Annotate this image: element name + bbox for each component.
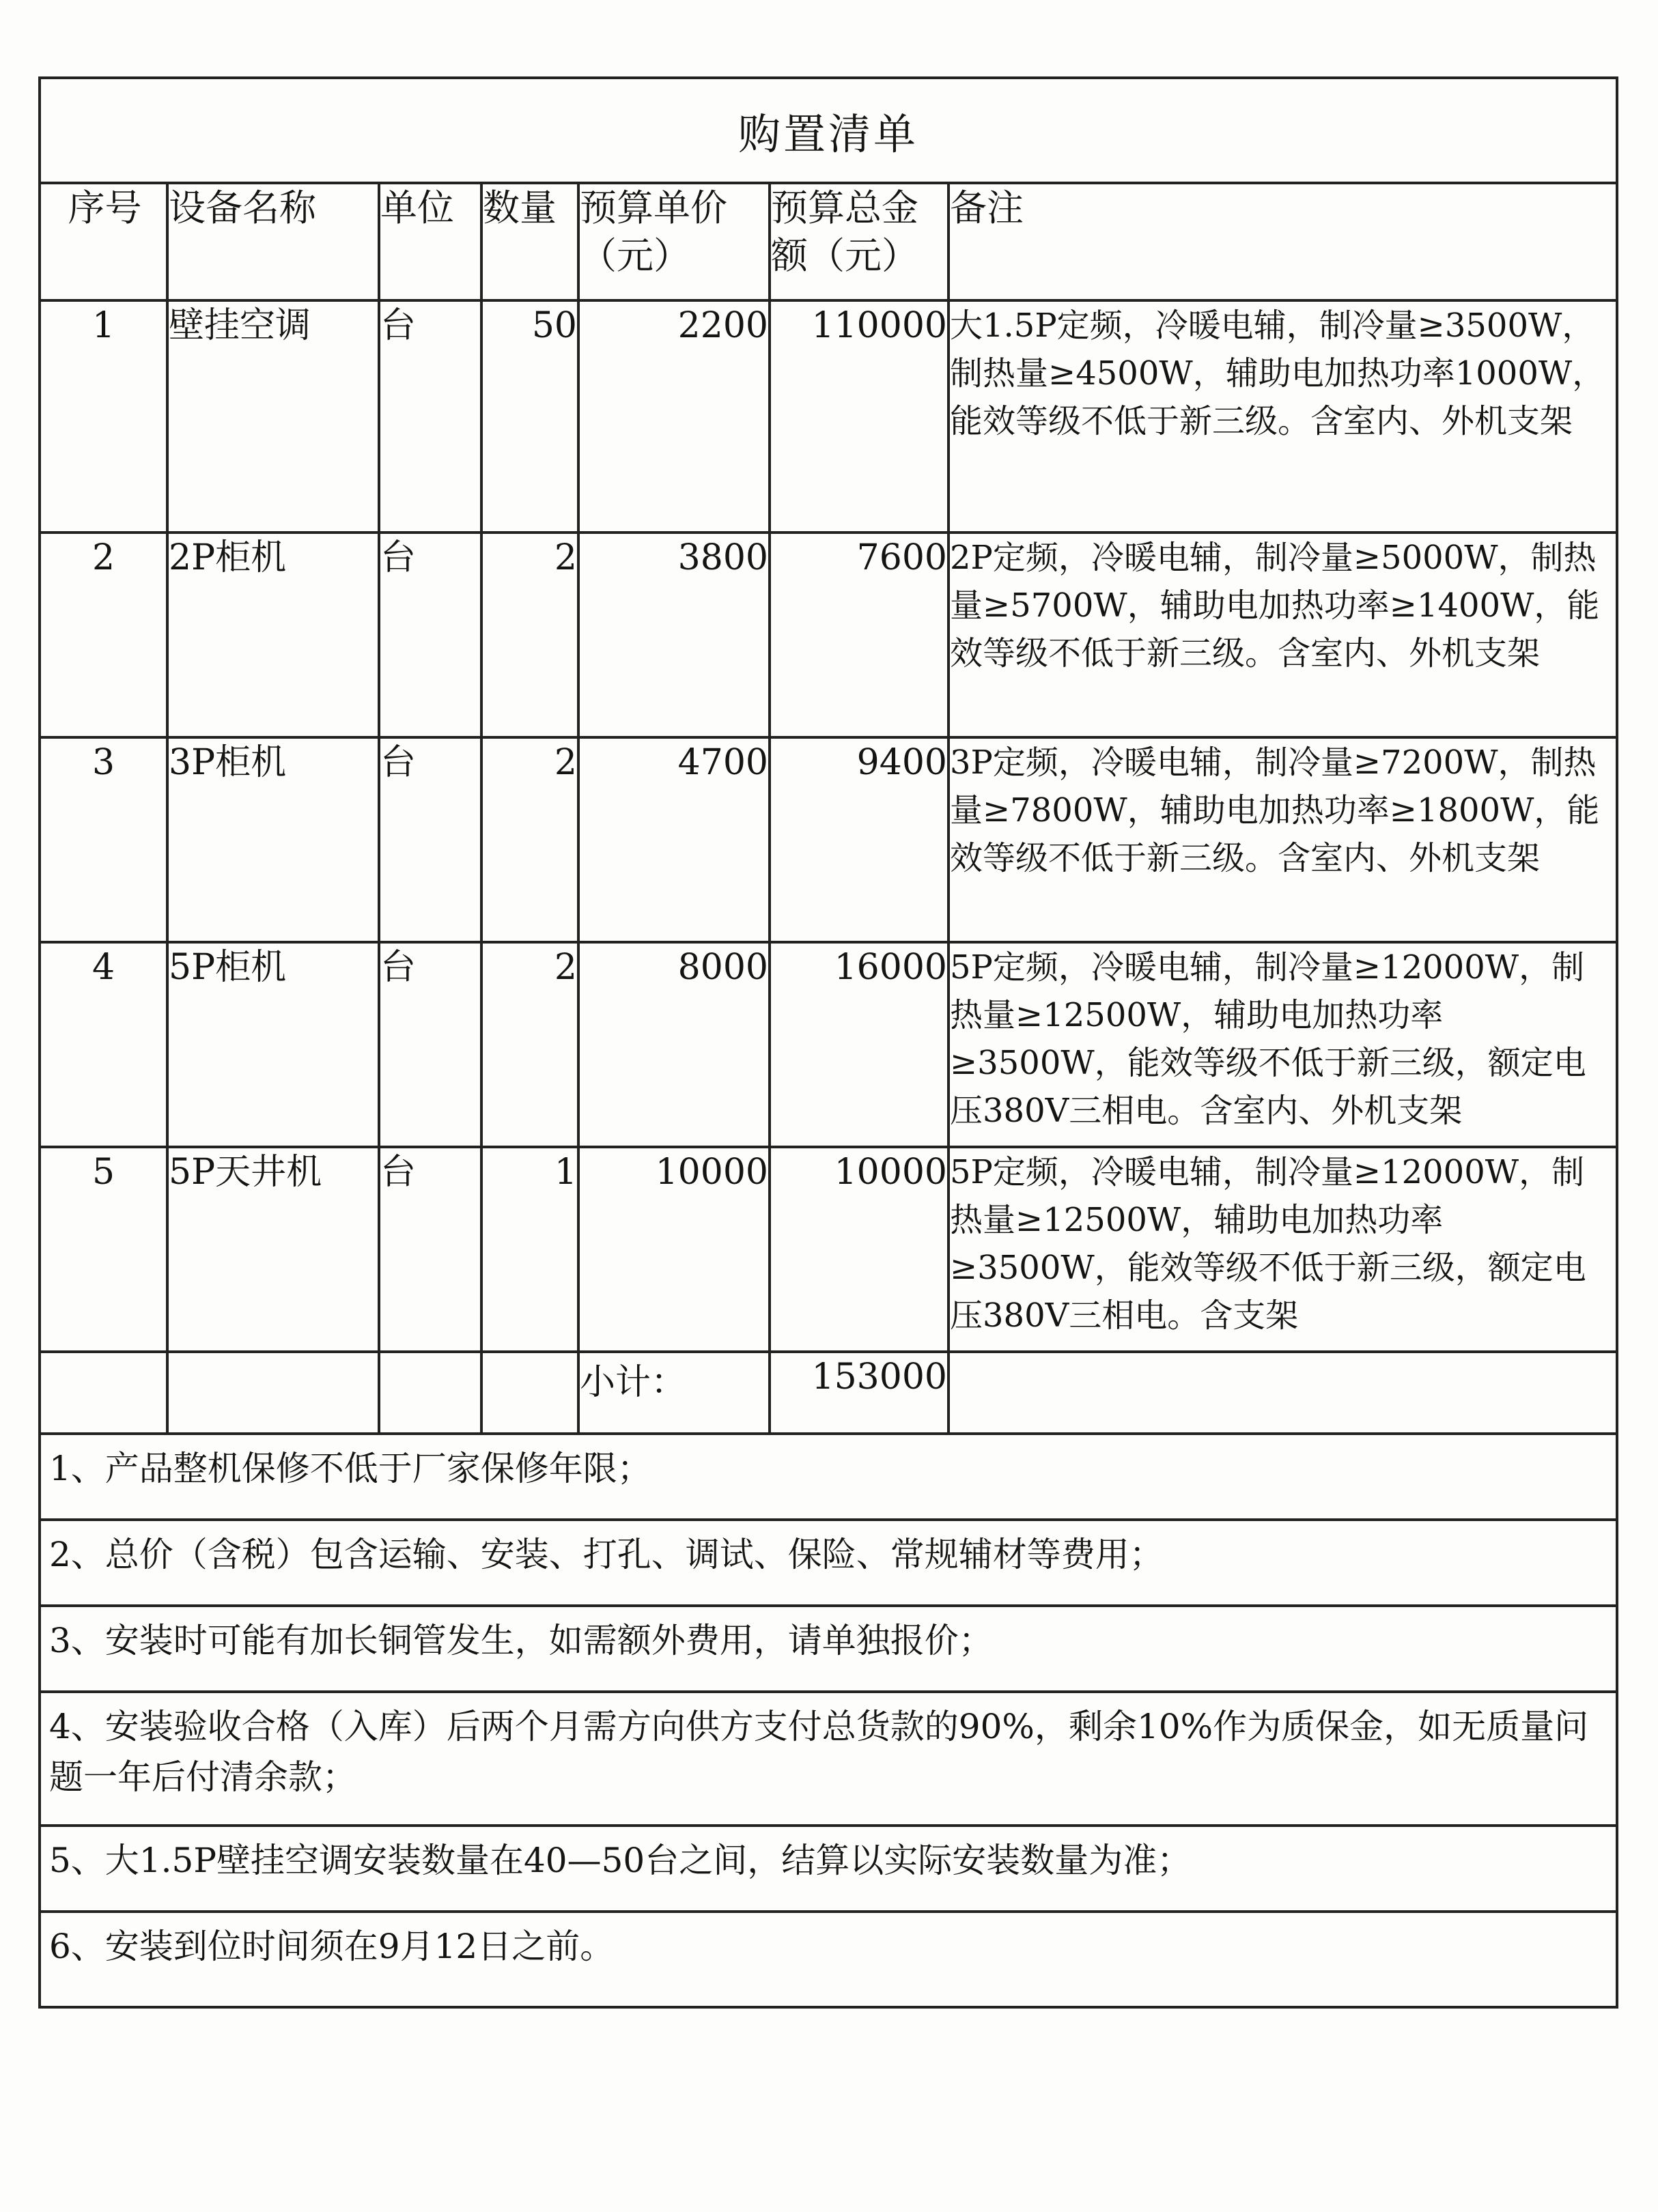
row-name: 5P天井机 <box>167 1147 379 1352</box>
row-unit-price: 8000 <box>578 942 770 1147</box>
header-name: 设备名称 <box>167 184 379 300</box>
table-row <box>41 533 1616 737</box>
row-qty: 2 <box>481 533 578 737</box>
row-unit: 台 <box>379 1147 481 1352</box>
header-qty: 数量 <box>481 184 578 300</box>
row-unit-price: 3800 <box>578 533 770 737</box>
table-header-row <box>41 184 1616 300</box>
purchase-table <box>41 184 1616 1435</box>
row-total: 9400 <box>770 737 949 942</box>
term-item: 4、安装验收合格（入库）后两个月需方向供方支付总货款的90%，剩余10%作为质保金，如无质量问题一年后付清余款； <box>41 1693 1616 1827</box>
term-item: 6、安装到位时间须在9月12日之前。 <box>49 1927 615 1966</box>
subtotal-label: 小计： <box>578 1352 770 1434</box>
row-name: 5P柜机 <box>167 942 379 1147</box>
header-total: 预算总金额（元） <box>770 184 949 300</box>
term-item: 3、安装时可能有加长铜管发生，如需额外费用，请单独报价； <box>41 1607 1616 1693</box>
header-unit-price: 预算单价（元） <box>578 184 770 300</box>
row-index: 4 <box>41 942 167 1147</box>
row-qty: 50 <box>481 300 578 533</box>
terms-list <box>41 1435 1616 1999</box>
row-qty: 1 <box>481 1147 578 1352</box>
row-note: 5P定频，冷暖电辅，制冷量≥12000W，制热量≥12500W，辅助电加热功率≥3500W，能效等级不低于新三级，额定电压380V三相电。含室内、外机支架 <box>949 942 1616 1147</box>
empty-cell <box>167 1352 379 1434</box>
row-note: 5P定频，冷暖电辅，制冷量≥12000W，制热量≥12500W，辅助电加热功率≥3500W，能效等级不低于新三级，额定电压380V三相电。含支架 <box>949 1147 1616 1352</box>
row-note: 3P定频，冷暖电辅，制冷量≥7200W，制热量≥7800W，辅助电加热功率≥1800W，能效等级不低于新三级。含室内、外机支架 <box>949 737 1616 942</box>
empty-cell <box>41 1352 167 1434</box>
row-unit-price: 10000 <box>578 1147 770 1352</box>
row-note: 大1.5P定频，冷暖电辅，制冷量≥3500W，制热量≥4500W，辅助电加热功率1000W，能效等级不低于新三级。含室内、外机支架 <box>949 300 1616 533</box>
row-total: 7600 <box>770 533 949 737</box>
row-index: 3 <box>41 737 167 942</box>
table-row <box>41 942 1616 1147</box>
term-item: 1、产品整机保修不低于厂家保修年限； <box>41 1435 1616 1521</box>
table-row <box>41 737 1616 942</box>
row-total: 10000 <box>770 1147 949 1352</box>
term-item: 2、总价（含税）包含运输、安装、打孔、调试、保险、常规辅材等费用； <box>41 1521 1616 1607</box>
purchase-list-sheet <box>38 76 1618 2009</box>
row-name: 壁挂空调 <box>167 300 379 533</box>
table-row <box>41 300 1616 533</box>
page-title: 购置清单 <box>41 79 1616 184</box>
row-unit-price: 2200 <box>578 300 770 533</box>
header-index: 序号 <box>41 184 167 300</box>
row-unit: 台 <box>379 533 481 737</box>
empty-cell <box>481 1352 578 1434</box>
empty-cell <box>379 1352 481 1434</box>
row-index: 5 <box>41 1147 167 1352</box>
row-name: 3P柜机 <box>167 737 379 942</box>
row-index: 1 <box>41 300 167 533</box>
row-total: 16000 <box>770 942 949 1147</box>
row-total: 110000 <box>770 300 949 533</box>
term-item: 5、大1.5P壁挂空调安装数量在40—50台之间，结算以实际安装数量为准； <box>41 1827 1616 1913</box>
row-unit: 台 <box>379 942 481 1147</box>
row-index: 2 <box>41 533 167 737</box>
row-unit: 台 <box>379 737 481 942</box>
row-unit-price: 4700 <box>578 737 770 942</box>
row-name: 2P柜机 <box>167 533 379 737</box>
empty-cell <box>949 1352 1616 1434</box>
row-qty: 2 <box>481 737 578 942</box>
row-unit: 台 <box>379 300 481 533</box>
row-qty: 2 <box>481 942 578 1147</box>
header-note: 备注 <box>949 184 1616 300</box>
table-row <box>41 1147 1616 1352</box>
subtotal-value: 153000 <box>770 1352 949 1434</box>
row-note: 2P定频，冷暖电辅，制冷量≥5000W，制热量≥5700W，辅助电加热功率≥1400W，能效等级不低于新三级。含室内、外机支架 <box>949 533 1616 737</box>
header-unit: 单位 <box>379 184 481 300</box>
subtotal-row <box>41 1352 1616 1434</box>
